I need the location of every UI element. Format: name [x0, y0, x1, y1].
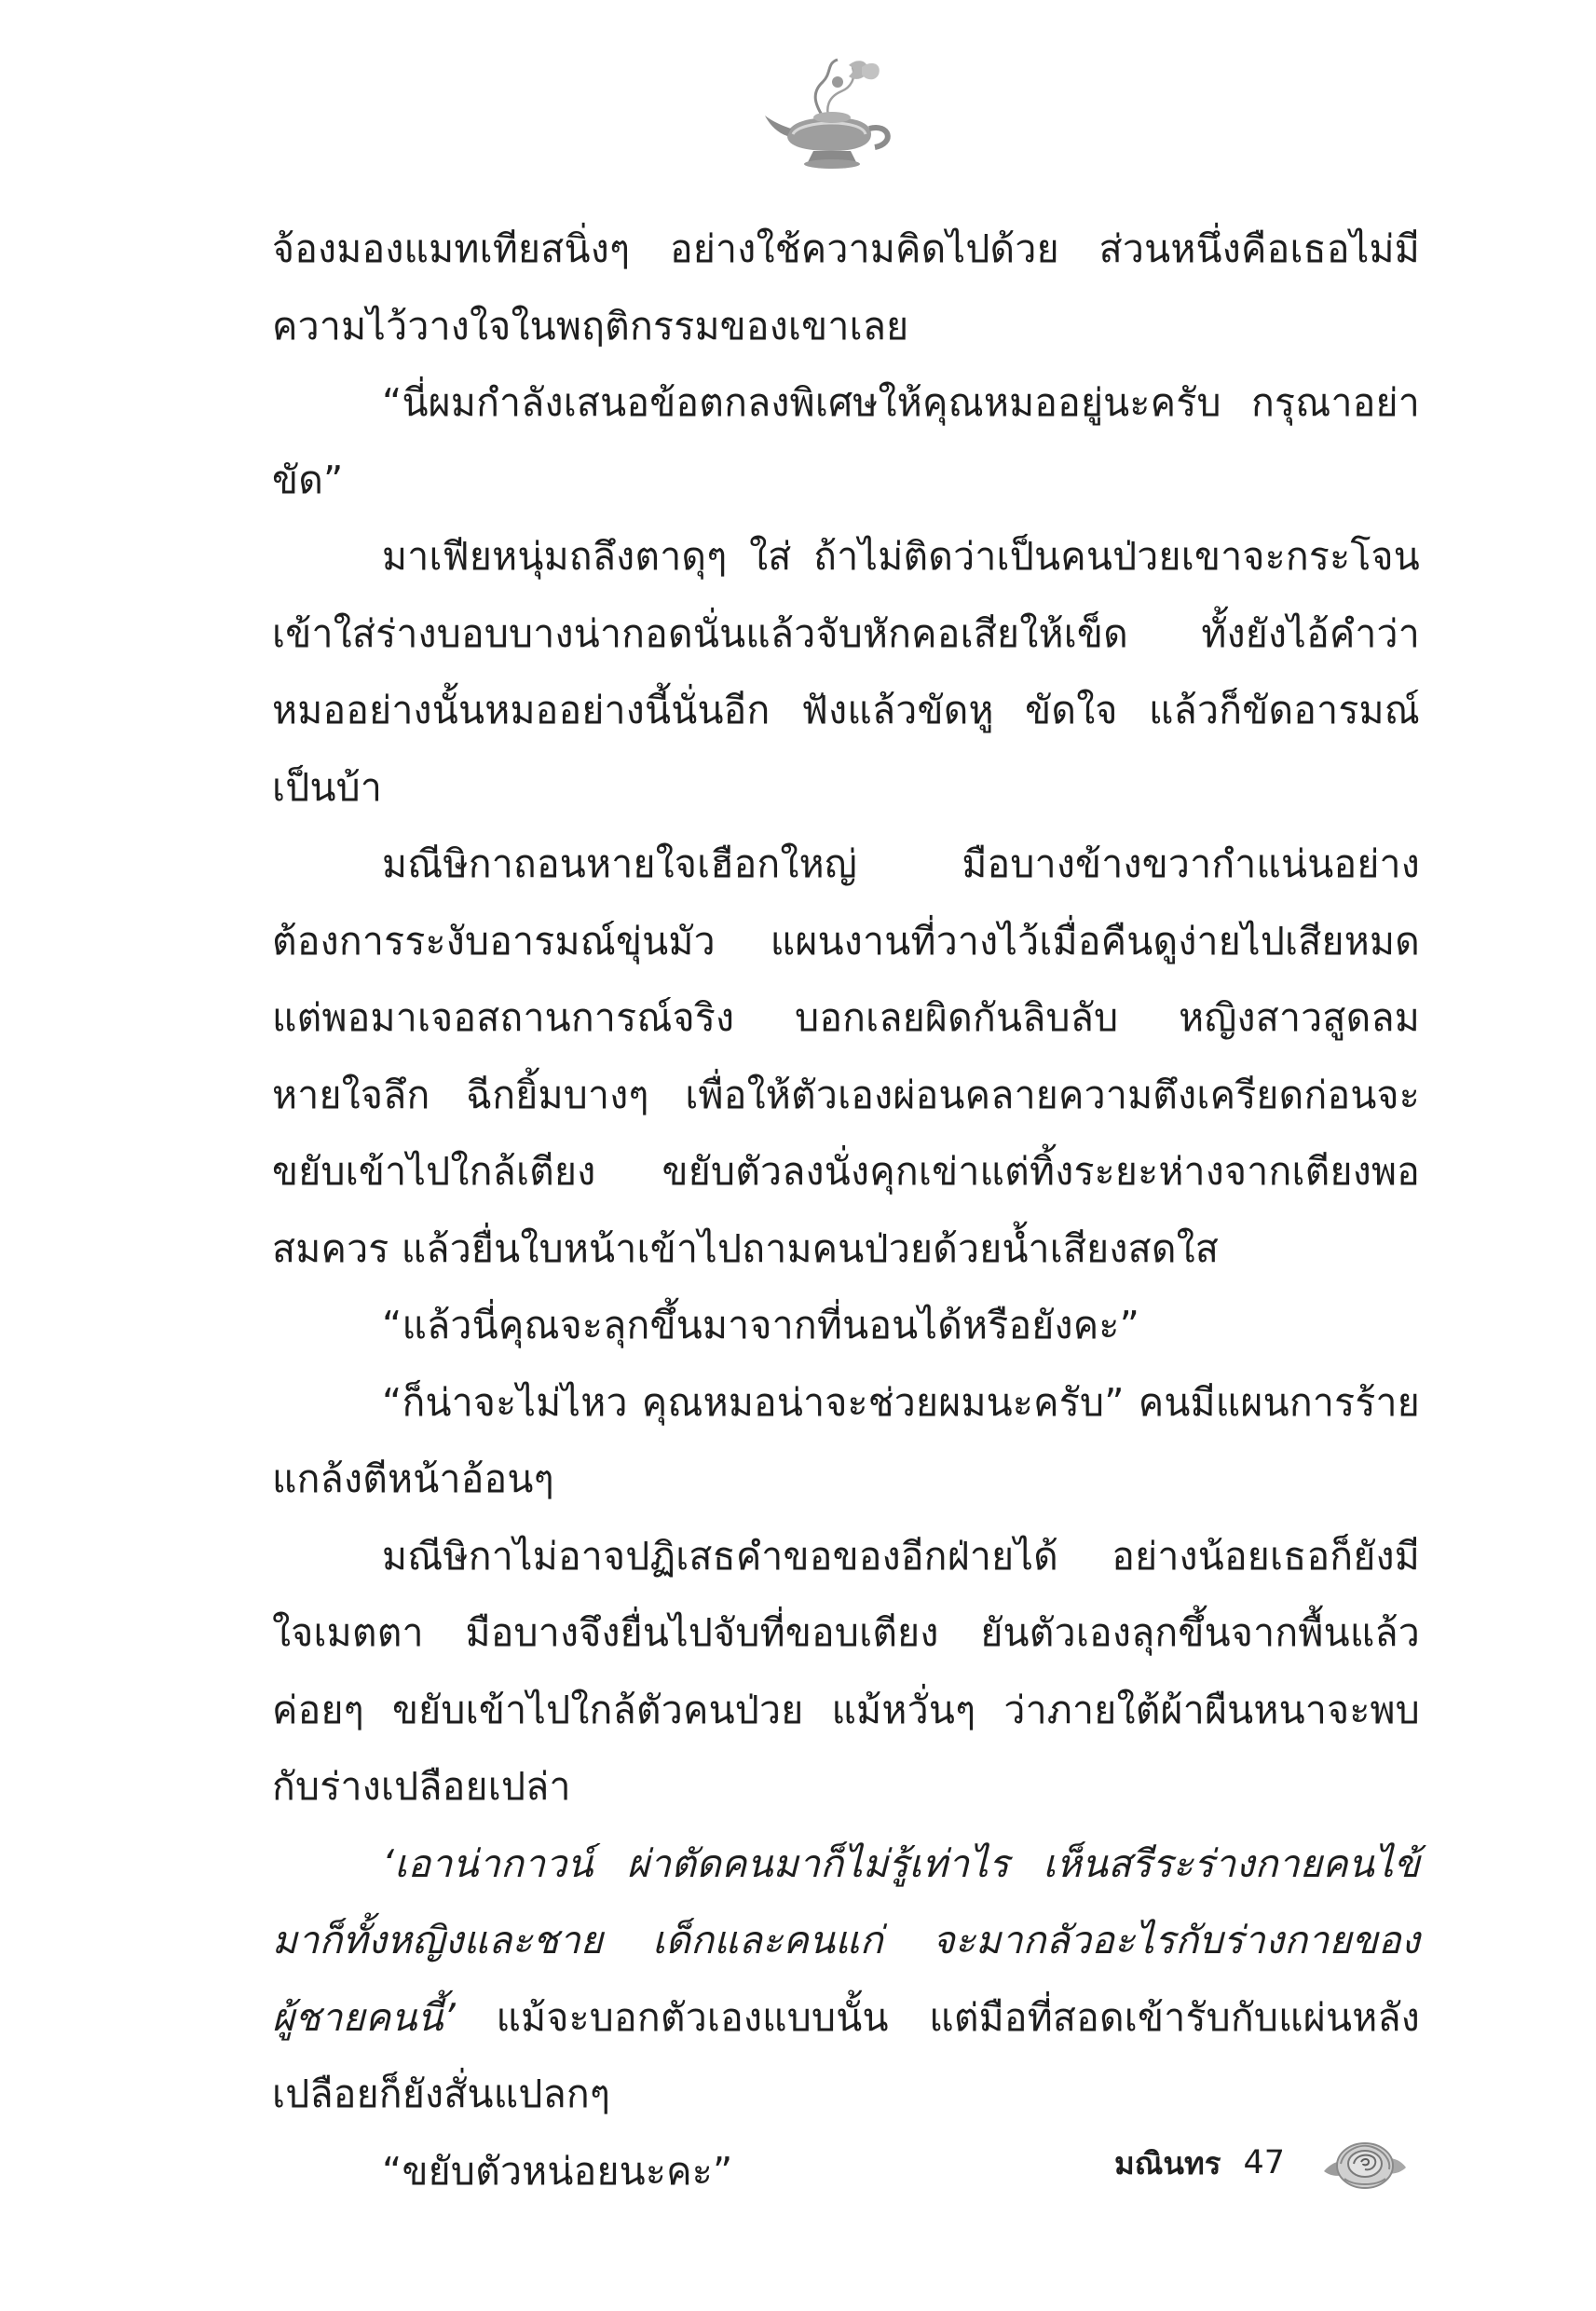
author-name: มณินทร — [1114, 2144, 1221, 2181]
paragraph: จ้องมองแมทเทียสนิ่งๆ อย่างใช้ความคิดไปด้วย ส่วนหนึ่งคือเธอไม่มีความไว้วางใจในพฤติกรรมของเขาเลย — [272, 226, 1420, 349]
paragraph: “แล้วนี่คุณจะลุกขึ้นมาจากที่นอนได้หรือยังคะ” — [382, 1303, 1140, 1347]
paragraph: “นี่ผมกำลังเสนอข้อตกลงพิเศษให้คุณหมออยู่นะครับ กรุณาอย่าขัด” — [272, 380, 1420, 502]
page-footer — [1114, 2130, 1410, 2195]
magic-lamp-icon — [759, 54, 899, 173]
page-number: 47 — [1243, 2144, 1285, 2181]
paragraph: มณีษิกาถอนหายใจเฮือกใหญ่ มือบางข้างขวากำแน่นอย่างต้องการระงับอารมณ์ขุ่นมัว แผนงานที่วางไว้เมื่อคืนดูง่ายไปเสียหมด แต่พอมาเจอสถานการณ์จริง บอกเลยผิดกันลิบลับ หญิงสาวสูดลมหายใจลึก ฉีกยิ้มบางๆ เพื่อให้ตัวเองผ่อนคลายความตึงเครียดก่อนจะขยับเข้าไปใกล้เตียง ขยับตัวลงนั่งคุกเข่าแต่ทิ้งระยะห่างจากเตียงพอสมควร แล้วยื่นใบหน้าเข้าไปถามคนป่วยด้วยน้ำเสียงสดใส — [272, 841, 1420, 1271]
italic-thought: ‘เอาน่ากาวน์ ผ่าตัดคนมาก็ไม่รู้เท่าไร เห็นสรีระร่างกายคนไข้มาก็ทั้งหญิงและชาย เด็กและคนแก่ จะมากลัวอะไรกับร่างกายของผู้ชายคนนี้’ — [272, 1840, 1420, 2040]
paragraph-continuation: แม้จะบอกตัวเองแบบนั้น แต่มือที่สอดเข้ารับกับแผ่นหลังเปลือยก็ยังสั่นแปลกๆ — [272, 1994, 1420, 2116]
paragraph: “ขยับตัวหน่อยนะคะ” — [382, 2148, 733, 2194]
paragraph: มาเฟียหนุ่มถลึงตาดุๆ ใส่ ถ้าไม่ติดว่าเป็นคนป่วยเขาจะกระโจนเข้าใส่ร่างบอบบางน่ากอดนั่นแล้วจับหักคอเสียให้เข็ด ทั้งยังไอ้คำว่าหมออย่างนั้นหมออย่างนี้นั่นอีก ฟังแล้วขัดหู ขัดใจ แล้วก็ขัดอารมณ์เป็นบ้า — [272, 534, 1420, 810]
paragraph: “ก็น่าจะไม่ไหว คุณหมอน่าจะช่วยผมนะครับ” คนมีแผนการร้ายแกล้งตีหน้าอ้อนๆ — [272, 1379, 1420, 1501]
paragraph — [272, 1826, 1420, 2133]
body-text — [272, 211, 1420, 2209]
paragraph: มณีษิกาไม่อาจปฏิเสธคำขอของอีกฝ่ายได้ อย่างน้อยเธอก็ยังมีใจเมตตา มือบางจึงยื่นไปจับที่ขอบเตียง ยันตัวเองลุกขึ้นจากพื้นแล้วค่อยๆ ขยับเข้าไปใกล้ตัวคนป่วย แม้หวั่นๆ ว่าภายใต้ผ้าผืนหนาจะพบกับร่างเปลือยเปล่า — [272, 1533, 1420, 1809]
rose-icon — [1320, 2130, 1410, 2195]
